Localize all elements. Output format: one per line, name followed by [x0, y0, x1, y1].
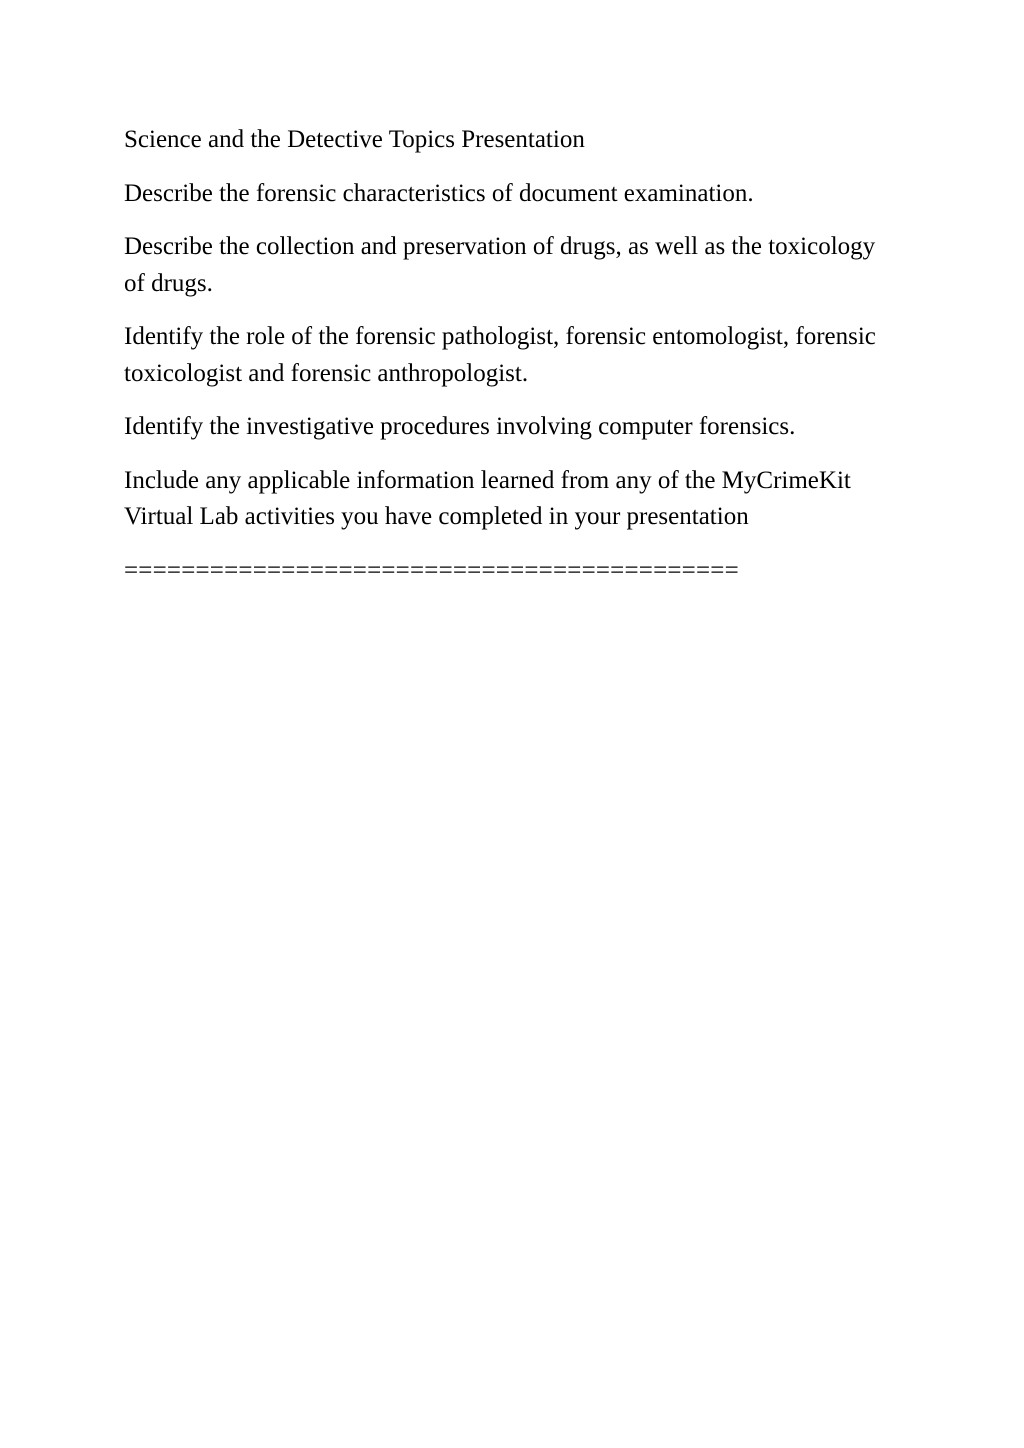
document-title: Science and the Detective Topics Presentation	[124, 126, 585, 153]
paragraph-forensic-roles: Identify the role of the forensic pathologist, forensic entomologist, forensic toxicologist and forensic anthropologist.	[124, 323, 876, 387]
separator-line: ===========================================	[124, 556, 739, 584]
paragraph-mycrimekit-lab: Include any applicable information learned from any of the MyCrimeKit Virtual Lab activities you have completed in your presentation	[124, 466, 851, 530]
paragraph-document-examination: Describe the forensic characteristics of document examination.	[124, 179, 754, 207]
document-body	[124, 122, 884, 589]
paragraph-drugs-toxicology: Describe the collection and preservation of drugs, as well as the toxicology of drugs.	[124, 233, 876, 297]
paragraph-computer-forensics: Identify the investigative procedures involving computer forensics.	[124, 413, 796, 440]
